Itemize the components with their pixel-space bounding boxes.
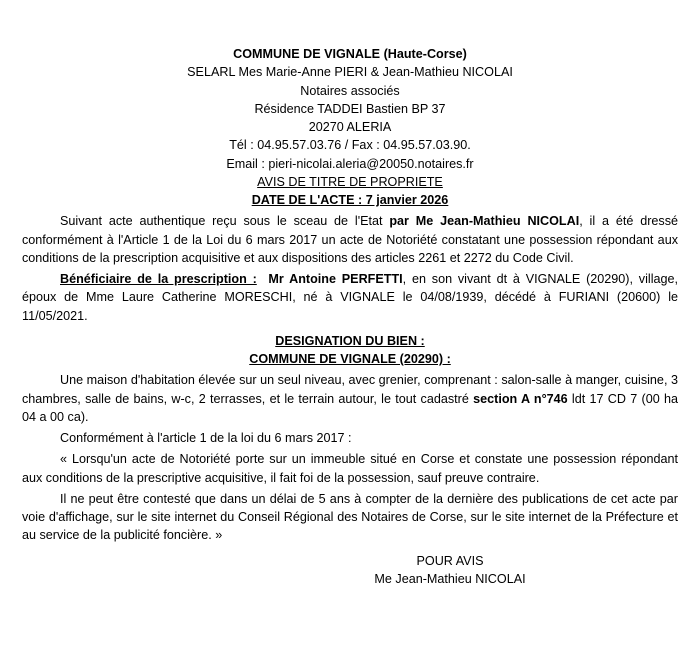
acte-notaire-name: par Me Jean-Mathieu NICOLAI — [389, 214, 580, 229]
acte-text-part2: , il a été dressé conformément à l'Article 1 de la Loi du 6 mars 2017 un acte de Notoriété constatant une possession répondant aux conditions de la prescription acquisitive et aux dispositions des articles 2261 et 2272 du Code Civil. — [22, 214, 678, 265]
designation-commune: COMMUNE DE VIGNALE (20290) : — [249, 352, 451, 366]
address-line: Résidence TADDEI Bastien BP 37 — [254, 101, 446, 116]
act-date: DATE DE L'ACTE : 7 janvier 2026 — [251, 193, 449, 207]
paragraph-conformite: Conformément à l'article 1 de la loi du 6 mars 2017 : — [60, 431, 352, 445]
designation-heading: DESIGNATION DU BIEN : — [275, 333, 425, 348]
selarl-line: SELARL Mes Marie-Anne PIERI & Jean-Mathieu NICOLAI — [187, 65, 513, 80]
notice-title: AVIS DE TITRE DE PROPRIETE — [257, 174, 443, 189]
beneficiaire-label: Bénéficiaire de la prescription : — [60, 272, 257, 286]
beneficiaire-name: Mr Antoine PERFETTI — [268, 272, 403, 286]
signatory-name: Me Jean-Mathieu NICOLAI — [374, 571, 526, 586]
notarial-notice — [22, 45, 678, 588]
beneficiaire-spacer — [257, 272, 269, 286]
beneficiaire-details: , en son vivant dt à VIGNALE (20290), village, époux de Mme Laure Catherine MORESCHI, né à VIGNALE le 04/08/1939, décédé à FURIANI (20600) le 11/05/2021. — [22, 272, 678, 323]
paragraph-citation-2: Il ne peut être contesté que dans un délai de 5 ans à compter de la dernière des publications de cet acte par voie d'affichage, sur le site internet du Conseil Régional des Notaires de Corse, sur le site internet de la Préfecture et au service de la publicité foncière. » — [22, 491, 678, 543]
pour-avis-label: POUR AVIS — [416, 553, 484, 568]
paragraph-citation-1: « Lorsqu'un acte de Notoriété porte sur un immeuble situé en Corse et constate une possession répondant aux conditions de la prescriptive acquisitive, il fait foi de la possession, sauf preuve contraire. — [22, 452, 678, 485]
description-part1: Une maison d'habitation élevée sur un seul niveau, avec grenier, comprenant : salon-salle à manger, cuisine, 3 chambres, salle de bains, w-c, 2 terrasses, et le terrain autour, le tout cadastré — [22, 373, 678, 406]
phone-fax-line: Tél : 04.95.57.03.76 / Fax : 04.95.57.03.90. — [229, 138, 471, 153]
cadastre-reference: section A n°746 — [473, 391, 568, 406]
commune-heading: COMMUNE DE VIGNALE (Haute-Corse) — [233, 47, 467, 61]
paragraph-acte — [22, 212, 678, 267]
paragraph-description — [22, 371, 678, 426]
paragraph-beneficiaire — [22, 270, 678, 325]
signature-block — [222, 552, 678, 589]
description-part2: ldt 17 CD 7 (00 ha 04 a 00 ca). — [22, 391, 678, 424]
city-line: 20270 ALERIA — [308, 120, 392, 134]
notaires-associes-line: Notaires associés — [300, 83, 400, 98]
email-line: Email : pieri-nicolai.aleria@20050.notaires.fr — [226, 156, 474, 171]
acte-text-part1: Suivant acte authentique reçu sous le sceau de l'Etat — [60, 214, 390, 229]
